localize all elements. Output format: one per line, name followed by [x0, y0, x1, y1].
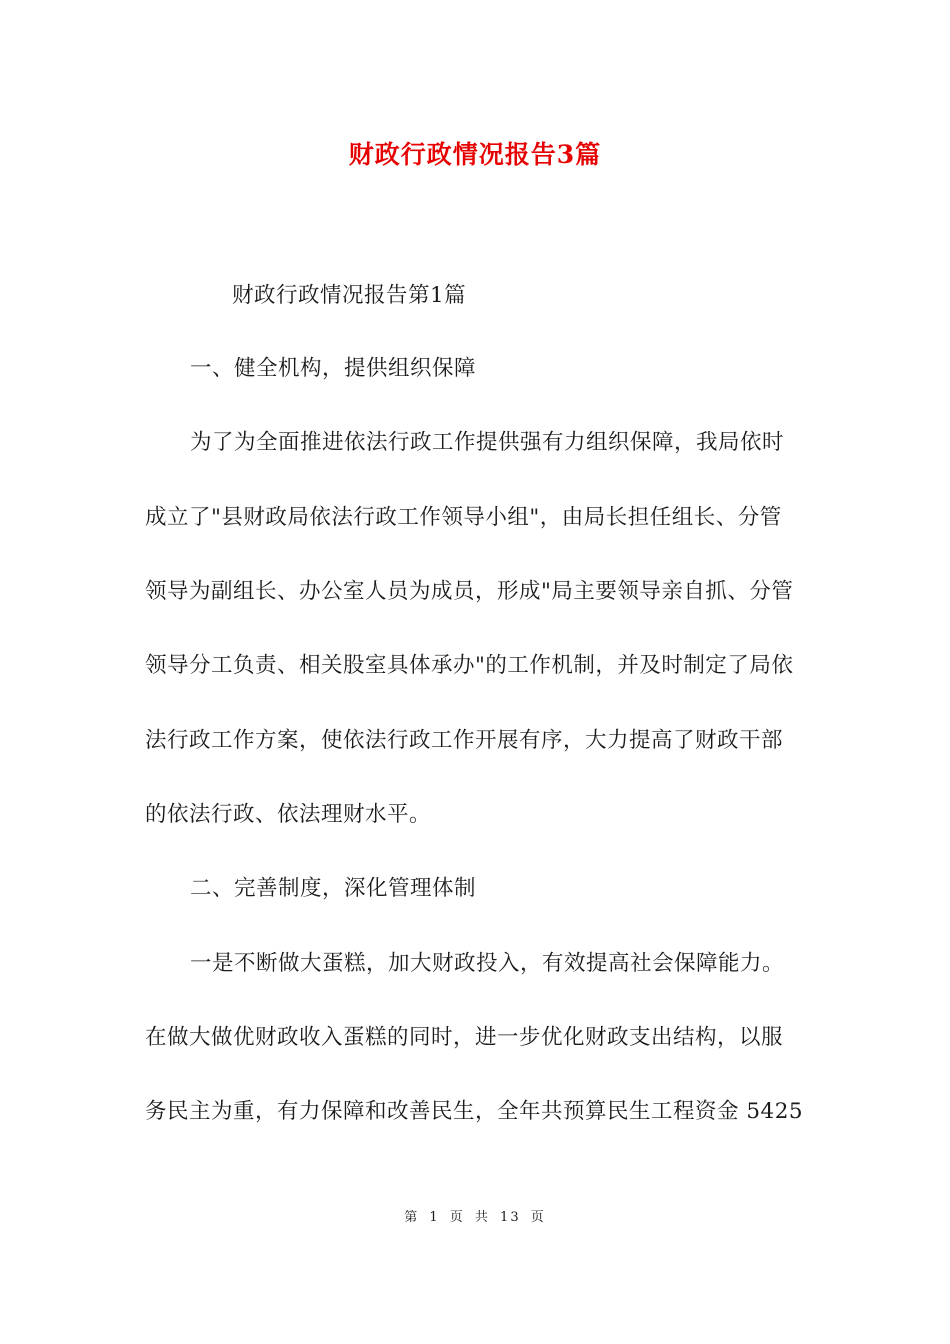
- paragraph-line: 领导分工负责、相关股室具体承办"的工作机制，并及时制定了局依: [145, 653, 794, 678]
- page-footer: 第 1 页 共 13 页: [404, 1210, 546, 1225]
- paragraph-line: 的依法行政、依法理财水平。: [145, 802, 432, 827]
- section-1-heading: 一、健全机构，提供组织保障: [190, 356, 477, 381]
- paragraph-line: 一是不断做大蛋糕，加大财政投入，有效提高社会保障能力。: [190, 951, 785, 976]
- subtitle: 财政行政情况报告第1篇: [232, 283, 467, 308]
- section-2-heading: 二、完善制度，深化管理体制: [190, 876, 477, 901]
- paragraph-line: 领导为副组长、办公室人员为成员，形成"局主要领导亲自抓、分管: [145, 579, 794, 604]
- paragraph-line: 务民主为重，有力保障和改善民生，全年共预算民生工程资金 5425: [145, 1099, 804, 1124]
- paragraph-line: 法行政工作方案，使依法行政工作开展有序，大力提高了财政干部: [145, 728, 784, 753]
- paragraph-line: 为了为全面推进依法行政工作提供强有力组织保障，我局依时: [190, 430, 785, 455]
- paragraph-line: 成立了"县财政局依法行政工作领导小组"，由局长担任组长、分管: [145, 505, 782, 530]
- paragraph-line: 在做大做优财政收入蛋糕的同时，进一步优化财政支出结构，以服: [145, 1025, 784, 1050]
- document-title: 财政行政情况报告3篇: [348, 140, 602, 169]
